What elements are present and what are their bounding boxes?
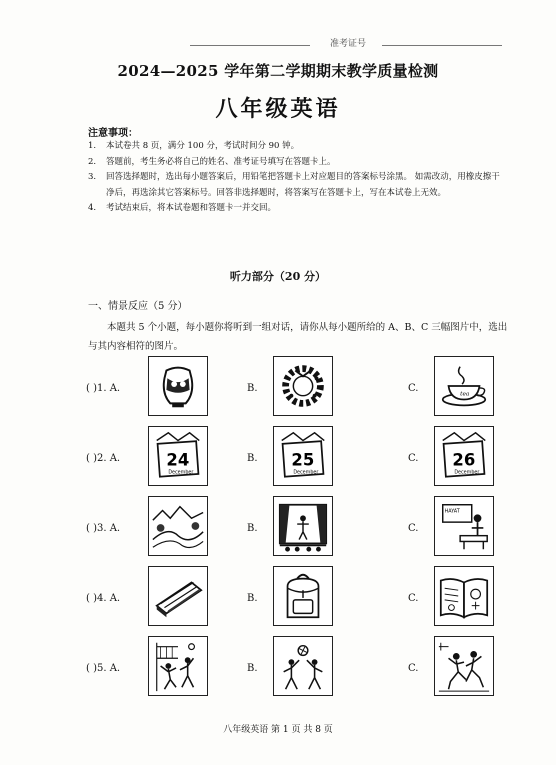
note-number: 1. [88, 141, 97, 151]
question-row-4 [0, 566, 556, 628]
option-b-picture[interactable] [273, 426, 333, 486]
question-label[interactable]: ( )3. A. [86, 523, 121, 534]
calendar-25-icon [274, 427, 332, 485]
option-b-label[interactable]: B. [247, 663, 258, 674]
note-item [88, 201, 500, 217]
calendar-date: 24 [166, 450, 190, 470]
part-title: 一、情景反应（5 分） [88, 301, 188, 312]
volleyball-players-icon [149, 637, 207, 695]
question-row-1 [0, 356, 556, 418]
note-number: 2. [88, 156, 97, 167]
exam-id-blank[interactable] [382, 45, 502, 46]
option-a-picture[interactable] [148, 636, 208, 696]
question-row-3 [0, 496, 556, 558]
wreath-icon [274, 357, 332, 415]
option-a-picture[interactable] [148, 566, 208, 626]
name-blank[interactable] [190, 45, 310, 46]
note-item [88, 139, 500, 155]
note-text: 考试结束后，将本试卷题和答题卡一并交回。 [106, 203, 277, 213]
option-c-picture[interactable] [434, 426, 494, 486]
option-b-picture[interactable] [273, 496, 333, 556]
option-a-picture[interactable] [148, 356, 208, 416]
question-label[interactable]: ( )4. A. [86, 593, 121, 604]
option-c-label[interactable]: C. [408, 453, 419, 464]
book-icon [435, 567, 493, 625]
calendar-month: December [293, 470, 319, 476]
note-text: 答题前，考生务必将自己的姓名、准考证号填写在答题卡上。 [106, 156, 336, 167]
option-c-picture[interactable] [434, 496, 494, 556]
calendar-date: 25 [291, 450, 315, 470]
option-c-picture[interactable] [434, 356, 494, 416]
running-kids-icon [435, 637, 493, 695]
note-text: 回答选择题时，选出每小题答案后，用铅笔把答题卡上对应题目的答案标号涂黑。 如需改动，用橡皮擦干净后，再选涂其它答案标号。回答非选择题时，将答案写在答题卡上，写在本试卷上无效。 [106, 172, 500, 198]
section-title: 听力部分（20 分） [229, 270, 327, 283]
pencil-case-icon [149, 567, 207, 625]
option-b-picture[interactable] [273, 636, 333, 696]
option-b-label[interactable]: B. [247, 523, 258, 534]
note-text: 本试卷共 8 页，满分 100 分，考试时间分 90 钟。 [106, 141, 300, 151]
option-c-label[interactable]: C. [408, 523, 419, 534]
vase-icon [149, 357, 207, 415]
stage-performance-icon [274, 497, 332, 555]
option-b-label[interactable]: B. [247, 383, 258, 394]
option-b-label[interactable]: B. [247, 593, 258, 604]
calendar-24-icon [149, 427, 207, 485]
question-row-5 [0, 636, 556, 698]
option-a-picture[interactable] [148, 426, 208, 486]
note-number: 3. [88, 172, 97, 182]
question-label[interactable]: ( )5. A. [86, 663, 121, 674]
calendar-month: December [454, 470, 480, 476]
board-text: HAYAT [444, 509, 460, 515]
option-c-label[interactable]: C. [408, 383, 419, 394]
calendar-month: December [168, 470, 194, 476]
notes-list [88, 139, 500, 217]
option-c-label[interactable]: C. [408, 663, 419, 674]
option-b-label[interactable]: B. [247, 453, 258, 464]
backpack-icon [274, 567, 332, 625]
subject-title: 八年级英语 [215, 96, 341, 122]
question-label[interactable]: ( )2. A. [86, 453, 121, 464]
instructions: 本题共 5 个小题，每小题你将听到一组对话，请你从每小题所给的 A、B、C 三幅图片中，选出与其内容相符的图片。 [88, 322, 508, 352]
exam-id-label: 准考证号 [330, 39, 367, 49]
option-c-label[interactable]: C. [408, 593, 419, 604]
note-number: 4. [88, 203, 97, 213]
option-c-picture[interactable] [434, 566, 494, 626]
question-row-2 [0, 426, 556, 488]
note-item [88, 155, 500, 171]
classroom-teacher-icon [435, 497, 493, 555]
teacup-icon [435, 357, 493, 415]
option-b-picture[interactable] [273, 356, 333, 416]
note-item [88, 170, 500, 201]
calendar-26-icon [435, 427, 493, 485]
ball-players-icon [274, 637, 332, 695]
option-b-picture[interactable] [273, 566, 333, 626]
notes-heading: 注意事项： [88, 128, 138, 139]
option-c-picture[interactable] [434, 636, 494, 696]
option-a-picture[interactable] [148, 496, 208, 556]
exam-title: 2024—2025 学年第二学期期末教学质量检测 [117, 62, 439, 80]
calendar-date: 26 [452, 450, 476, 470]
page-footer: 八年级英语 第 1 页 共 8 页 [223, 725, 333, 735]
question-label[interactable]: ( )1. A. [86, 383, 121, 394]
exam-id-line [160, 36, 520, 50]
river-landscape-icon [149, 497, 207, 555]
svg-text:tea: tea [460, 391, 470, 398]
